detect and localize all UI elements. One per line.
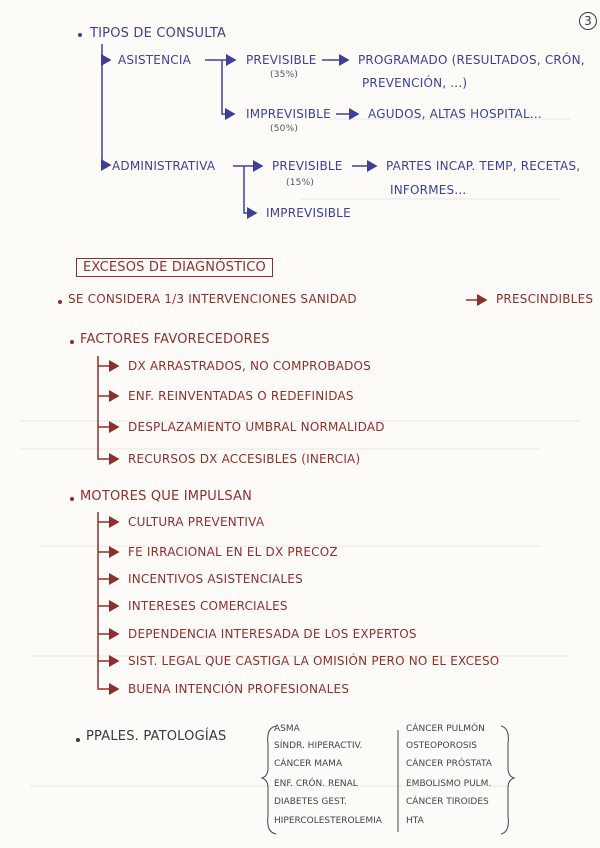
pathology-item: CÁNCER PULMÓN [406,724,485,734]
factor-item: DX ARRASTRADOS, NO COMPROBADOS [128,359,371,373]
factores-heading: FACTORES FAVORECEDORES [80,332,270,347]
considera-result: PRESCINDIBLES [496,292,594,306]
adm-imprevisible: IMPREVISIBLE [266,206,351,220]
motores-heading: MOTORES QUE IMPULSAN [80,489,253,504]
motor-item: BUENA INTENCIÓN PROFESIONALES [128,682,350,696]
pathology-item: CÁNCER TIROIDES [406,797,489,807]
bleed-through-line [20,448,540,450]
asist-prev-result-1: PROGRAMADO (RESULTADOS, CRÓN, [358,53,585,67]
tipos-heading: TIPOS DE CONSULTA [90,26,227,41]
pathology-item: HTA [406,816,424,826]
motor-item: CULTURA PREVENTIVA [128,515,265,529]
bleed-through-line [300,198,560,200]
motor-item: SIST. LEGAL QUE CASTIGA LA OMISIÓN PERO NO EL EXCESO [128,654,500,668]
motor-item: INTERESES COMERCIALES [128,599,288,613]
administrativa-label: ADMINISTRATIVA [112,159,216,173]
pathology-item: CÁNCER PRÓSTATA [406,759,492,769]
asist-previsible: PREVISIBLE [246,53,317,67]
adm-previsible: PREVISIBLE [272,159,343,173]
asist-imprev-result: AGUDOS, ALTAS HOSPITAL... [368,107,542,121]
pathology-item: ENF. CRÓN. RENAL [274,779,358,789]
page-number: 3 [579,12,597,30]
motor-item: FE IRRACIONAL EN EL DX PRECOZ [128,545,338,559]
pathology-item: DIABETES GEST. [274,797,348,807]
adm-prev-result-1: PARTES INCAP. TEMP, RECETAS, [386,159,581,173]
asistencia-label: ASISTENCIA [118,53,191,67]
asist-prev-result-2: PREVENCIÓN, ...) [362,76,468,90]
considera-text: SE CONSIDERA 1/3 INTERVENCIONES SANIDAD [68,292,357,306]
bullet-dot [70,340,74,344]
motor-item: INCENTIVOS ASISTENCIALES [128,572,303,586]
bullet-dot [70,497,74,501]
asist-imprevisible-pct: (50%) [270,124,299,134]
adm-prev-result-2: INFORMES... [390,183,467,197]
asist-imprevisible: IMPREVISIBLE [246,107,331,121]
pathology-item: HIPERCOLESTEROLEMIA [274,816,382,826]
pathology-item: EMBOLISMO PULM. [406,779,492,789]
pathology-item: ASMA [274,724,300,734]
motor-item: DEPENDENCIA INTERESADA DE LOS EXPERTOS [128,627,417,641]
pathology-item: SÍNDR. HIPERACTIV. [274,741,363,751]
excesos-title: EXCESOS DE DIAGNÓSTICO [76,258,273,277]
patologias-heading: PPALES. PATOLOGÍAS [86,729,227,744]
asist-previsible-pct: (35%) [270,70,299,80]
adm-previsible-pct: (15%) [286,178,315,188]
pathology-item: CÁNCER MAMA [274,759,343,769]
factor-item: ENF. REINVENTADAS O REDEFINIDAS [128,389,354,403]
pathology-item: OSTEOPOROSIS [406,741,477,751]
bullet-dot [76,738,80,742]
bullet-dot [78,33,82,37]
bullet-dot [58,300,62,304]
factor-item: RECURSOS DX ACCESIBLES (INERCIA) [128,452,361,466]
factor-item: DESPLAZAMIENTO UMBRAL NORMALIDAD [128,420,385,434]
